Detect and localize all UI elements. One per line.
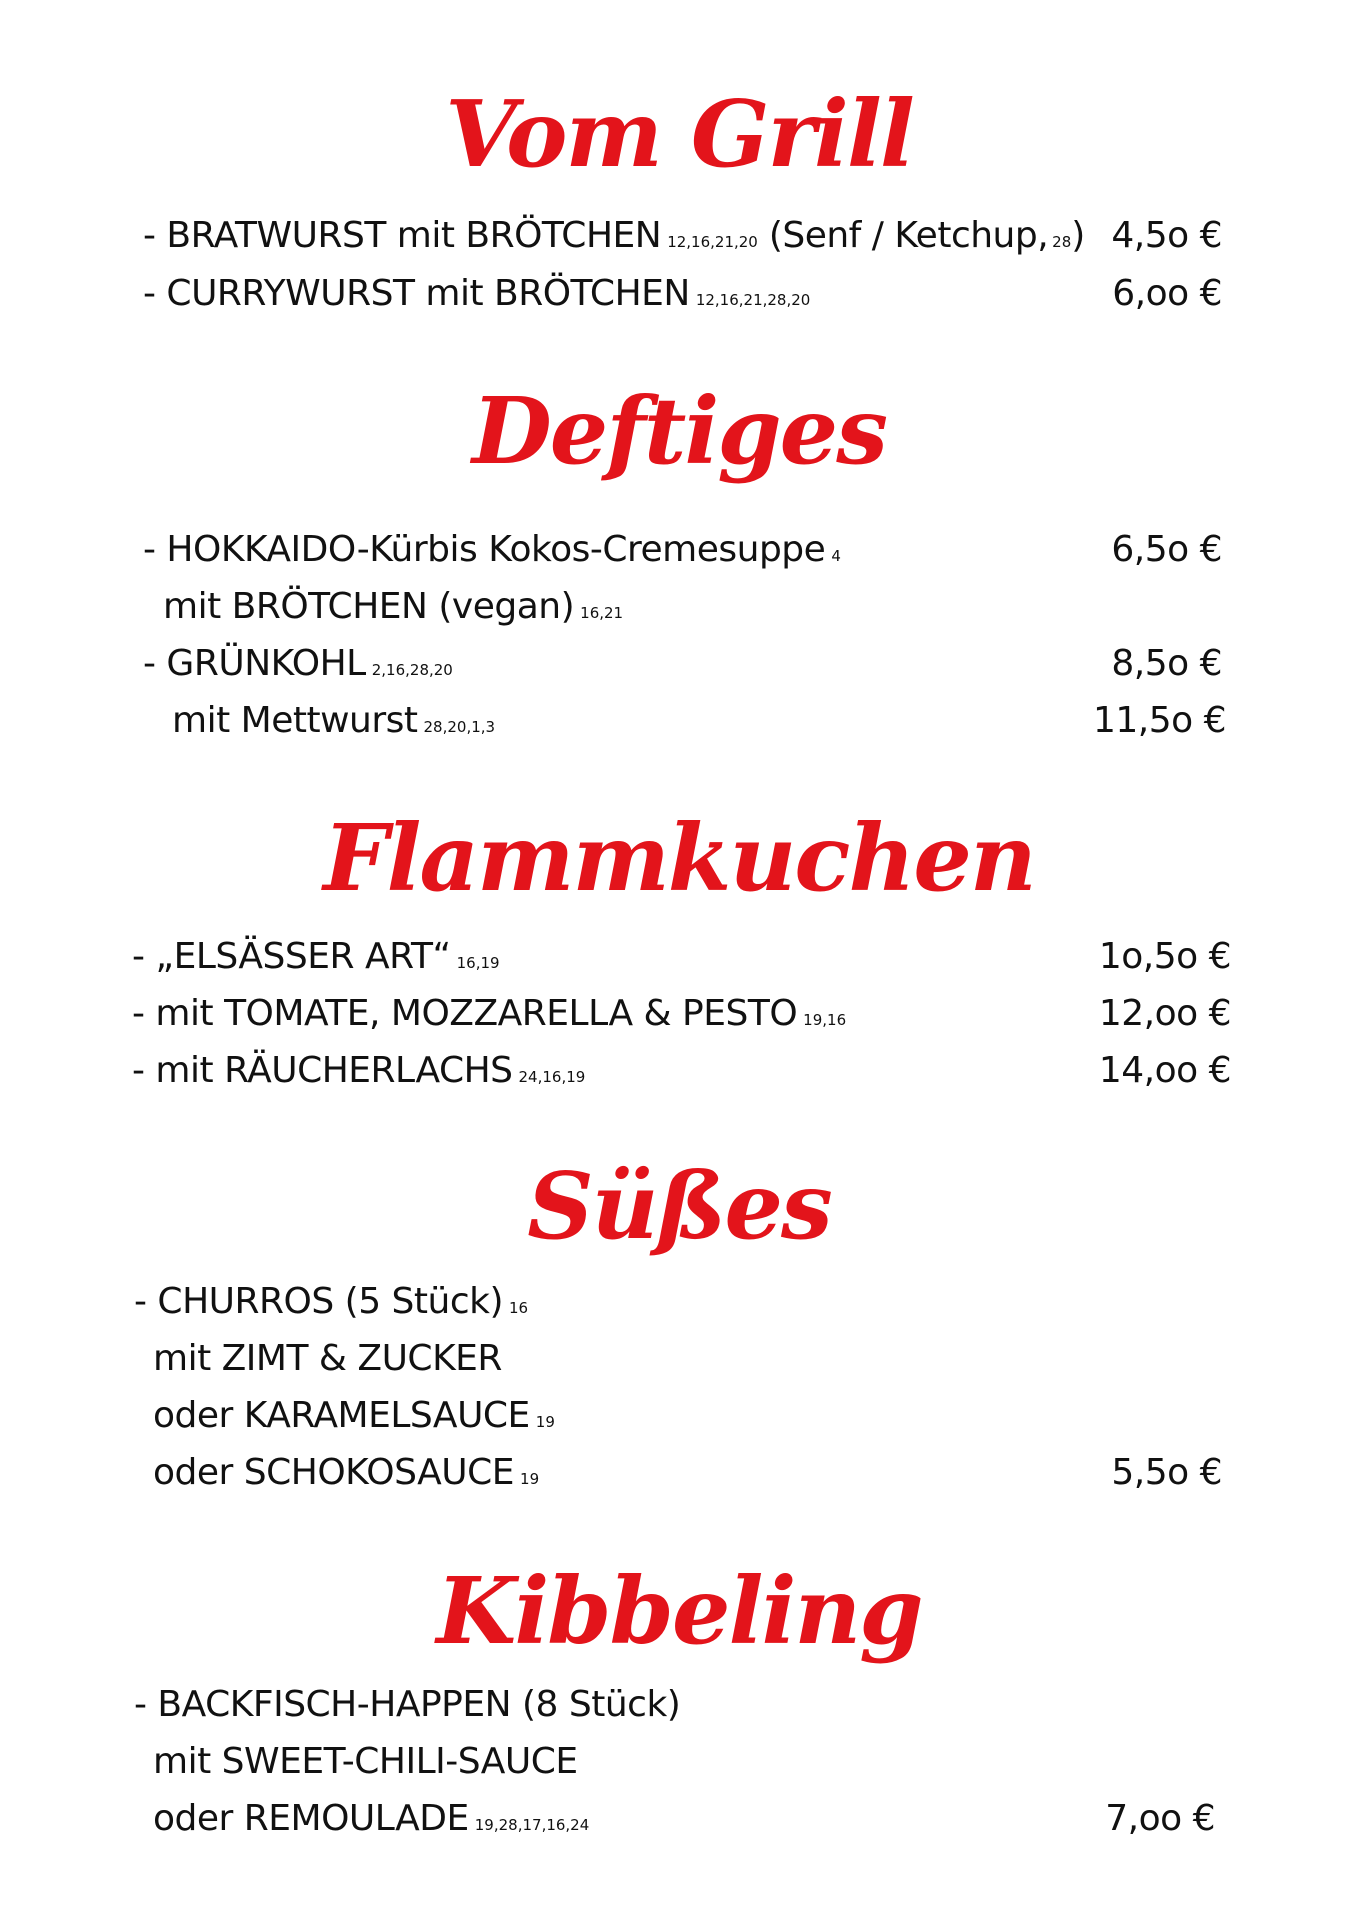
item-name: - CHURROS (5 Stück) [134,1281,504,1322]
menu-item-sub [153,1451,539,1501]
allergen-codes: 19,16 [803,1011,847,1029]
price: 1o,5o € [1098,936,1231,977]
allergen-codes: 16 [509,1299,529,1317]
menu-item-hokkaido-soup [143,528,841,578]
item-sub-name: mit ZIMT & ZUCKER [153,1338,502,1379]
price: 12,oo € [1098,993,1231,1034]
price: 6,5o € [1111,529,1222,570]
menu-item-tomate [132,992,846,1042]
item-extra: (Senf / Ketchup, [768,215,1049,256]
item-sub-name: mit BRÖTCHEN (vegan) [163,586,575,627]
allergen-codes: 4 [831,547,841,565]
item-sub-name: oder KARAMELSAUCE [153,1395,530,1436]
item-sub-name: mit Mettwurst [172,700,418,741]
allergen-codes: 12,16,21,20 [667,233,758,251]
menu-item-sub [153,1797,589,1847]
heading-flammkuchen: Flammkuchen [323,804,1035,912]
heading-vom-grill: Vom Grill [445,80,913,188]
allergen-codes: 19 [535,1413,555,1431]
item-sub-name: oder REMOULADE [153,1798,469,1839]
menu-item-currywurst [143,272,810,322]
menu-item-churros [134,1280,528,1330]
price: 11,5o € [1092,700,1226,741]
allergen-codes: 19,28,17,16,24 [474,1816,590,1834]
allergen-codes: 16,21 [580,604,624,622]
item-name: - CURRYWURST mit BRÖTCHEN [143,273,690,314]
price: 4,5o € [1111,215,1222,256]
allergen-codes: 2,16,28,20 [371,661,453,679]
menu-item-sub [172,699,495,749]
item-name: - GRÜNKOHL [143,643,366,684]
heading-kibbeling: Kibbeling [436,1557,922,1665]
allergen-codes: 19 [520,1470,540,1488]
allergen-codes: 12,16,21,28,20 [695,291,811,309]
allergen-codes: 16,19 [456,954,500,972]
heading-deftiges: Deftiges [472,377,886,485]
allergen-codes: 28,20,1,3 [423,718,496,736]
item-name: - „ELSÄSSER ART“ [132,936,451,977]
item-name: - mit TOMATE, MOZZARELLA & PESTO [132,993,798,1034]
allergen-codes: 24,16,19 [518,1068,586,1086]
item-sub-name: mit SWEET-CHILI-SAUCE [153,1741,578,1782]
menu-item-sub [153,1337,502,1381]
menu-item-backfisch [134,1683,680,1727]
item-name: - BRATWURST mit BRÖTCHEN [143,215,662,256]
menu-item-sub [153,1394,555,1444]
menu-item-bratwurst [143,214,1085,264]
item-sub-name: oder SCHOKOSAUCE [153,1452,515,1493]
heading-suesses: Süßes [527,1152,831,1260]
price: 8,5o € [1111,643,1222,684]
price: 14,oo € [1098,1050,1231,1091]
item-name: - BACKFISCH-HAPPEN (8 Stück) [134,1684,681,1725]
price: 7,oo € [1105,1798,1215,1839]
menu-item-sub [153,1740,578,1784]
item-name: - HOKKAIDO-Kürbis Kokos-Cremesuppe [143,529,826,570]
menu-item-raeucherlachs [132,1049,585,1099]
menu-item-sub [163,585,623,635]
menu-item-elsaesser [132,935,500,985]
price: 5,5o € [1111,1452,1222,1493]
item-extra-close: ) [1071,215,1085,256]
price: 6,oo € [1112,273,1222,314]
allergen-codes: 28 [1052,233,1072,251]
item-name: - mit RÄUCHERLACHS [132,1050,513,1091]
menu-item-gruenkohl [143,642,453,692]
